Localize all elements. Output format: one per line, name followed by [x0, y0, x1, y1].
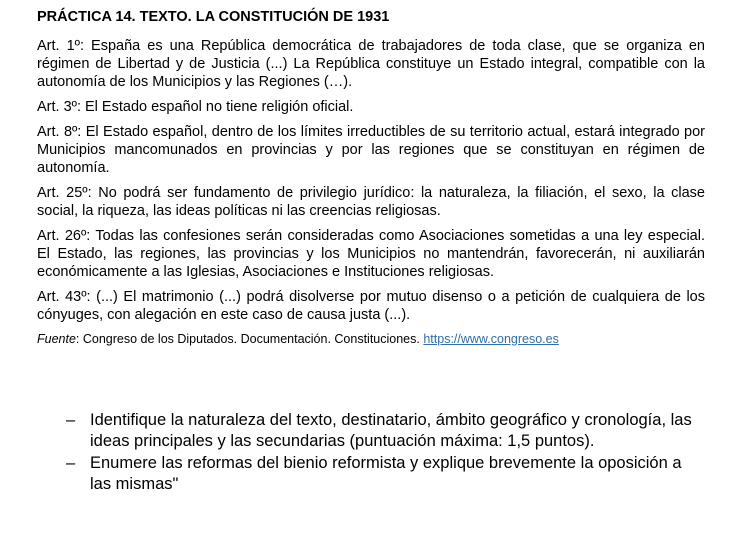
source-label: Fuente — [37, 332, 76, 346]
source-line — [37, 331, 705, 347]
dash-bullet: – — [66, 454, 76, 472]
task-text: Enumere las reformas del bienio reformista y explique brevemente la oposición a las mismas" — [90, 454, 682, 493]
task-item-2 — [66, 453, 706, 495]
task-list — [66, 410, 706, 496]
article-1: Art. 1º: España es una República democrática de trabajadores de toda clase, que se organiza en régimen de Libertad y de Justicia (...) La República constituye un Estado integral, compatible con la autonomía de los Municipios y las Regiones (…). — [37, 38, 705, 90]
task-item-1 — [66, 410, 706, 452]
source-text: : Congreso de los Diputados. Documentación. Constituciones. — [75, 332, 420, 346]
article-25: Art. 25º: No podrá ser fundamento de privilegio jurídico: la naturaleza, la filiación, el sexo, la clase social, la riqueza, las ideas políticas ni las creencias religiosas. — [37, 185, 705, 219]
task-text: Identifique la naturaleza del texto, destinatario, ámbito geográfico y cronología, las ideas principales y las secundarias (puntuación máxima: 1,5 puntos). — [90, 411, 692, 450]
document-body — [37, 8, 705, 347]
article-8: Art. 8º: El Estado español, dentro de los límites irreductibles de su territorio actual, estará integrado por Municipios mancomunados en provincias y por las regiones que se constituyan en régimen de autonomía. — [37, 124, 705, 176]
article-26: Art. 26º: Todas las confesiones serán consideradas como Asociaciones sometidas a una ley especial. El Estado, las regiones, las provincias y los Municipios no mantendrán, favorecerán, ni auxiliarán económicamente a las Iglesias, Asociaciones e Instituciones religiosas. — [37, 228, 705, 280]
dash-bullet: – — [66, 411, 76, 429]
article-43: Art. 43º: (...) El matrimonio (...) podrá disolverse por mutuo disenso o a petición de cualquiera de los cónyuges, con alegación en este caso de causa justa (...). — [37, 289, 705, 323]
page-title: PRÁCTICA 14. TEXTO. LA CONSTITUCIÓN DE 1931 — [37, 9, 390, 25]
article-3: Art. 3º: El Estado español no tiene religión oficial. — [37, 99, 354, 115]
source-link[interactable]: https://www.congreso.es — [423, 332, 559, 346]
